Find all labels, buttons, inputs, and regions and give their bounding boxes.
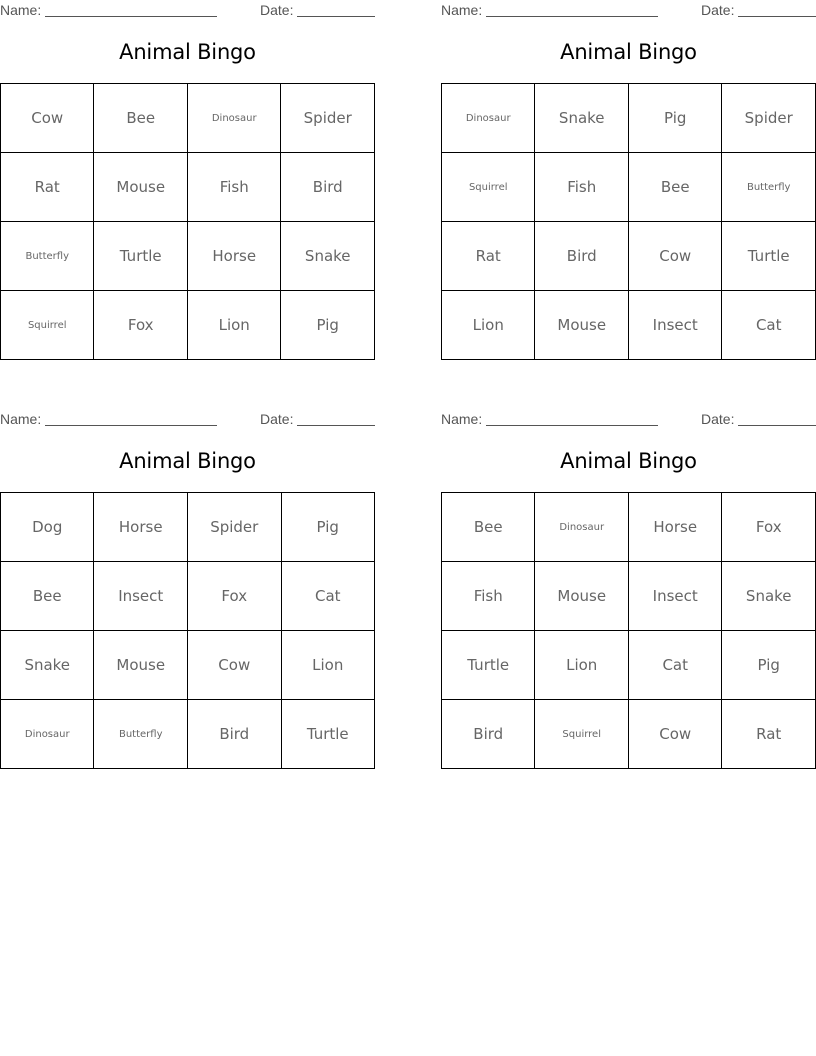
date-field[interactable] <box>738 425 816 426</box>
date-label: Date: <box>260 411 294 427</box>
bingo-cell[interactable]: Pig <box>281 291 375 360</box>
bingo-cell[interactable]: Mouse <box>535 291 629 360</box>
bingo-cell[interactable]: Fish <box>442 562 535 631</box>
bingo-cell[interactable]: Lion <box>535 631 629 700</box>
bingo-cell[interactable]: Bird <box>535 222 629 291</box>
bingo-cell[interactable]: Cat <box>722 291 816 360</box>
bingo-cell[interactable]: Bee <box>1 562 94 631</box>
bingo-cell[interactable]: Butterfly <box>722 153 816 222</box>
card-title: Animal Bingo <box>119 449 256 473</box>
grid-row <box>442 291 816 360</box>
bingo-cell[interactable]: Spider <box>722 84 816 153</box>
bingo-cell[interactable]: Horse <box>628 493 721 562</box>
date-label: Date: <box>260 2 294 18</box>
grid-row <box>442 153 816 222</box>
bingo-cell[interactable]: Lion <box>187 291 280 360</box>
bingo-cell[interactable]: Bird <box>442 700 535 769</box>
name-label: Name: <box>0 411 42 427</box>
bingo-cell[interactable]: Fox <box>94 291 188 360</box>
bingo-cell[interactable]: Pig <box>281 493 374 562</box>
bingo-cell[interactable]: Rat <box>442 222 535 291</box>
bingo-cell[interactable]: Insect <box>628 562 721 631</box>
bingo-cell[interactable]: Rat <box>1 153 94 222</box>
name-field[interactable] <box>45 425 217 426</box>
bingo-cell[interactable]: Snake <box>1 631 94 700</box>
bingo-cell[interactable]: Squirrel <box>1 291 94 360</box>
grid-row <box>1 562 375 631</box>
grid-row <box>442 562 816 631</box>
bingo-cell[interactable]: Turtle <box>281 700 374 769</box>
grid-row <box>1 222 375 291</box>
bingo-cell[interactable]: Lion <box>442 291 535 360</box>
bingo-cell[interactable]: Spider <box>188 493 282 562</box>
bingo-cell[interactable]: Lion <box>281 631 374 700</box>
bingo-cell[interactable]: Mouse <box>94 153 188 222</box>
bingo-grid <box>0 83 375 360</box>
card-title: Animal Bingo <box>560 40 697 64</box>
bingo-cell[interactable]: Snake <box>535 84 629 153</box>
name-date-header <box>0 0 375 20</box>
name-date-header <box>441 409 816 429</box>
bingo-cell[interactable]: Dinosaur <box>442 84 535 153</box>
bingo-cell[interactable]: Insect <box>628 291 721 360</box>
bingo-cell[interactable]: Fox <box>188 562 282 631</box>
grid-row <box>1 493 375 562</box>
bingo-cell[interactable]: Spider <box>281 84 375 153</box>
bingo-cell[interactable]: Turtle <box>442 631 535 700</box>
card-title: Animal Bingo <box>560 449 697 473</box>
bingo-cell[interactable]: Dinosaur <box>187 84 280 153</box>
bingo-cell[interactable]: Fox <box>722 493 816 562</box>
grid-row <box>1 700 375 769</box>
bingo-cell[interactable]: Dinosaur <box>1 700 94 769</box>
bingo-cell[interactable]: Horse <box>187 222 280 291</box>
bingo-cell[interactable]: Horse <box>94 493 188 562</box>
name-label: Name: <box>441 411 483 427</box>
bingo-cell[interactable]: Pig <box>722 631 816 700</box>
bingo-cell[interactable]: Mouse <box>94 631 188 700</box>
bingo-cell[interactable]: Cow <box>628 700 721 769</box>
bingo-cell[interactable]: Cow <box>1 84 94 153</box>
bingo-cell[interactable]: Cat <box>281 562 374 631</box>
bingo-cell[interactable]: Squirrel <box>535 700 629 769</box>
bingo-cell[interactable]: Dog <box>1 493 94 562</box>
bingo-cell[interactable]: Cat <box>628 631 721 700</box>
bingo-cell[interactable]: Fish <box>187 153 280 222</box>
bingo-grid <box>441 83 816 360</box>
name-label: Name: <box>0 2 42 18</box>
bingo-cell[interactable]: Turtle <box>722 222 816 291</box>
date-field[interactable] <box>738 16 816 17</box>
bingo-cell[interactable]: Squirrel <box>442 153 535 222</box>
grid-row <box>442 631 816 700</box>
date-label: Date: <box>701 2 735 18</box>
grid-row <box>1 631 375 700</box>
bingo-grid <box>441 492 816 769</box>
bingo-cell[interactable]: Turtle <box>94 222 188 291</box>
bingo-cell[interactable]: Snake <box>722 562 816 631</box>
bingo-grid <box>0 492 375 769</box>
bingo-cell[interactable]: Bird <box>281 153 375 222</box>
grid-row <box>1 153 375 222</box>
bingo-cell[interactable]: Cow <box>188 631 282 700</box>
grid-row <box>442 222 816 291</box>
bingo-cell[interactable]: Bee <box>94 84 188 153</box>
bingo-cell[interactable]: Dinosaur <box>535 493 629 562</box>
bingo-cell[interactable]: Fish <box>535 153 629 222</box>
grid-row <box>1 291 375 360</box>
bingo-cell[interactable]: Bee <box>442 493 535 562</box>
bingo-cell[interactable]: Bird <box>188 700 282 769</box>
bingo-cell[interactable]: Insect <box>94 562 188 631</box>
bingo-cell[interactable]: Bee <box>628 153 721 222</box>
bingo-cell[interactable]: Mouse <box>535 562 629 631</box>
name-label: Name: <box>441 2 483 18</box>
name-date-header <box>441 0 816 20</box>
card-title: Animal Bingo <box>119 40 256 64</box>
bingo-cell[interactable]: Cow <box>628 222 721 291</box>
date-label: Date: <box>701 411 735 427</box>
bingo-cell[interactable]: Butterfly <box>94 700 188 769</box>
grid-row <box>1 84 375 153</box>
date-field[interactable] <box>297 425 375 426</box>
bingo-cell[interactable]: Pig <box>628 84 721 153</box>
name-field[interactable] <box>486 425 658 426</box>
name-field[interactable] <box>486 16 658 17</box>
bingo-cell[interactable]: Butterfly <box>1 222 94 291</box>
grid-row <box>442 700 816 769</box>
bingo-cell[interactable]: Snake <box>281 222 375 291</box>
date-field[interactable] <box>297 16 375 17</box>
grid-row <box>442 84 816 153</box>
name-date-header <box>0 409 375 429</box>
name-field[interactable] <box>45 16 217 17</box>
bingo-cell[interactable]: Rat <box>722 700 816 769</box>
grid-row <box>442 493 816 562</box>
